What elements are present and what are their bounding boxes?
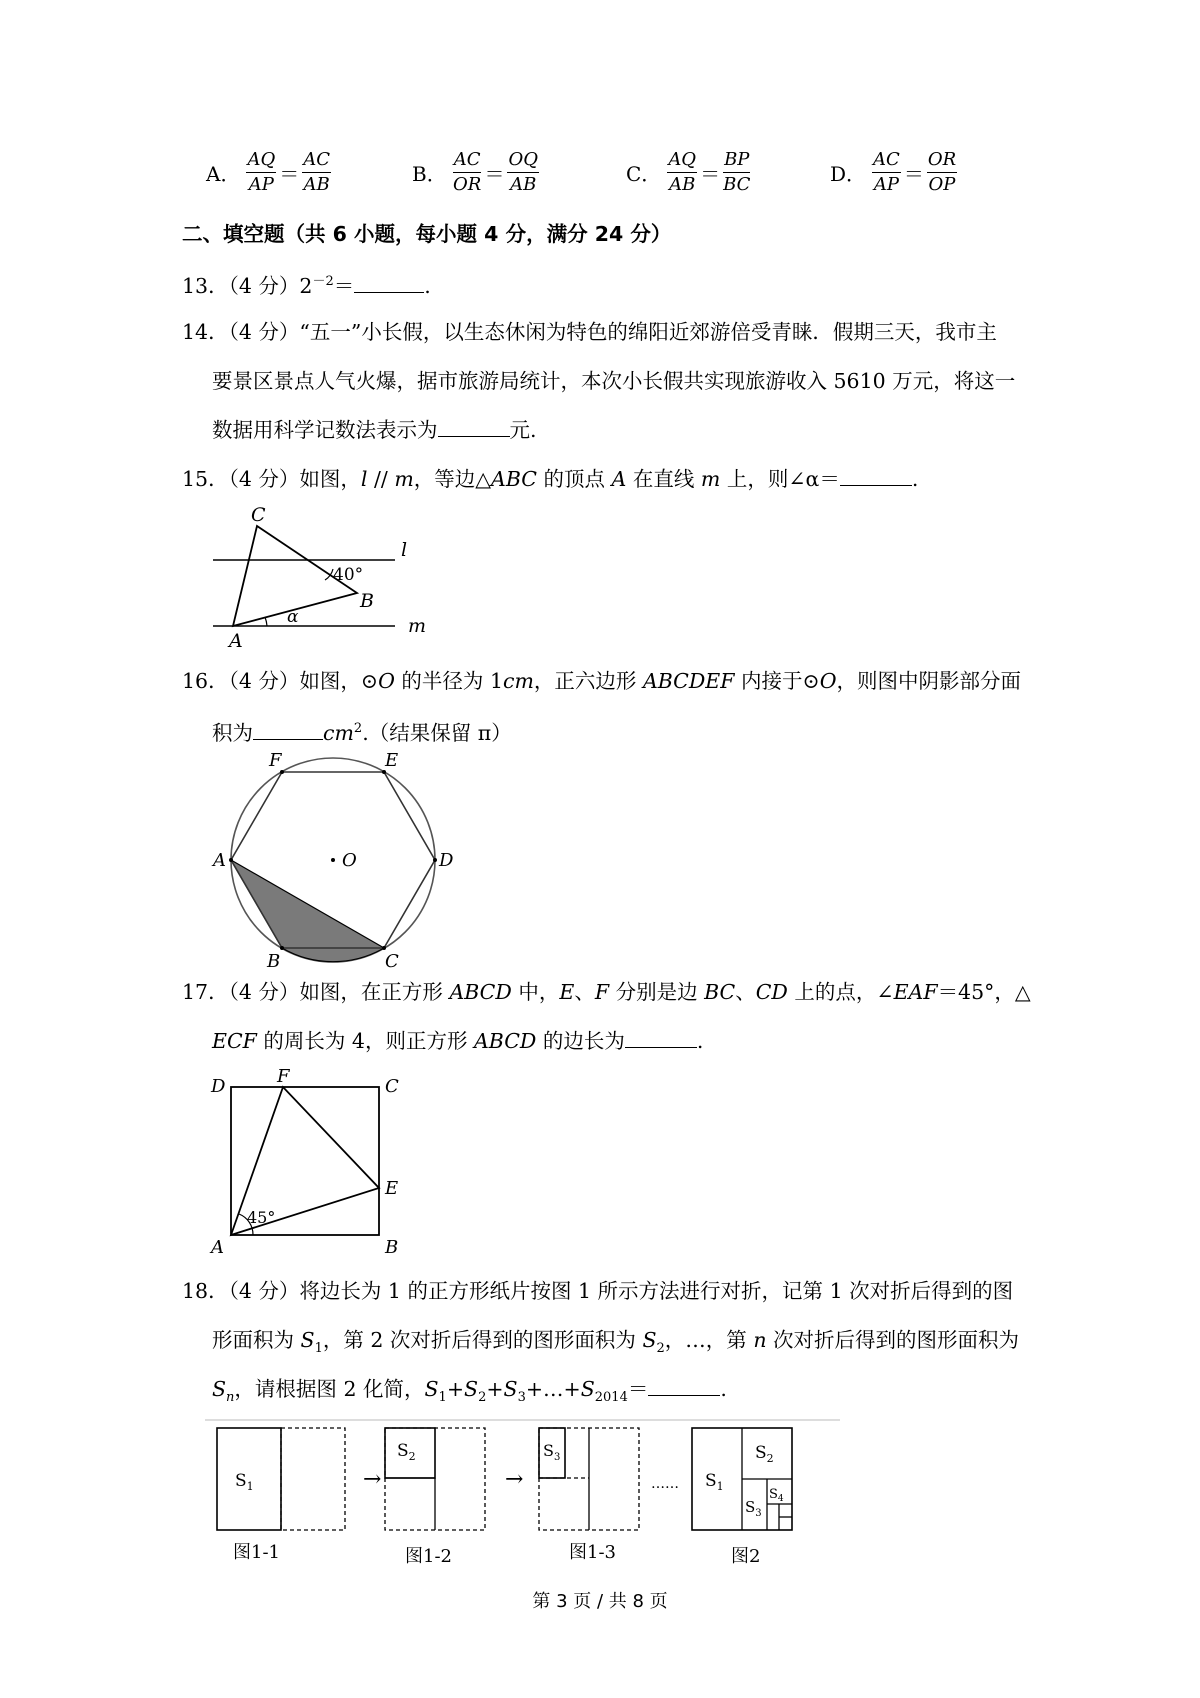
label-b: B — [360, 590, 374, 612]
vertex-b — [280, 946, 284, 950]
label-s2: $S_2$ — [397, 1441, 416, 1463]
fraction: $\frac{AC}{OR}$ — [452, 149, 482, 195]
caption-fig-1-3: 图1-3 — [569, 1542, 616, 1563]
fraction: $\frac{BP}{BC}$ — [723, 149, 751, 195]
label-a: A — [229, 630, 243, 650]
question-16-line-2: 积为 $cm^2$.（结果保留 π） — [212, 720, 512, 745]
label-45-degrees: 45° — [247, 1208, 276, 1227]
option-label: A． — [206, 162, 241, 186]
fraction: $\frac{AQ}{AB}$ — [668, 149, 697, 195]
label-d: D — [439, 850, 454, 871]
figure-16 — [205, 748, 465, 968]
caption-fig-2: 图2 — [731, 1546, 761, 1567]
label-alpha: α — [287, 607, 299, 627]
shaded-region — [231, 860, 384, 962]
fraction: $\frac{OQ}{AB}$ — [508, 149, 538, 195]
vertex-c — [382, 946, 386, 950]
option-a — [206, 148, 333, 197]
question-17-line-2: ECF 的周长为 4，则正方形 ABCD 的边长为 . — [212, 1029, 704, 1053]
question-18-line-3: $S_n$，请根据图 2 化简，$S_1+S_2+S_3+\dots+S_{2014}=$ . — [212, 1377, 727, 1406]
option-c — [626, 148, 752, 197]
label-e: E — [385, 750, 399, 771]
option-b — [412, 148, 541, 197]
question-14-line-1: 14．（4 分）“五一”小长假，以生态休闲为特色的绵阳近郊游倍受青睐．假期三天，我市主 — [182, 320, 997, 344]
option-d — [830, 148, 959, 197]
label-o: O — [342, 850, 357, 871]
label-c: C — [385, 1076, 399, 1097]
center-point — [331, 858, 335, 862]
fraction: $\frac{AQ}{AP}$ — [247, 149, 276, 195]
label-fig2-s4: $S_4$ — [769, 1487, 784, 1504]
equals-sign: ＝ — [903, 162, 924, 186]
label-f: F — [277, 1068, 290, 1087]
label-fig2-s2: $S_2$ — [755, 1443, 774, 1465]
fold-1-solid — [217, 1428, 281, 1530]
label-d: D — [211, 1076, 226, 1097]
label-l: l — [401, 539, 408, 561]
answer-blank[interactable] — [625, 1027, 697, 1048]
vertex-a — [229, 858, 233, 862]
page-footer: 第 3 页 / 共 8 页 — [532, 1591, 668, 1612]
label-b: B — [267, 951, 281, 968]
answer-blank[interactable] — [648, 1375, 720, 1396]
question-15: 15．（4 分）如图，l // m，等边△ABC 的顶点 A 在直线 m 上，则∠α＝ . — [182, 467, 919, 491]
label-a: A — [213, 850, 226, 871]
arrow-2: → — [505, 1467, 524, 1492]
label-a: A — [211, 1237, 224, 1258]
figure-18 — [205, 1418, 845, 1583]
option-label: B． — [412, 162, 447, 186]
label-e: E — [385, 1178, 399, 1199]
equals-sign: ＝ — [700, 162, 721, 186]
caption-fig-1-1: 图1-1 — [233, 1542, 280, 1563]
label-c: C — [385, 951, 399, 968]
label-f: F — [269, 750, 282, 771]
question-14-line-2: 要景区景点人气火爆，据市旅游局统计，本次小长假共实现旅游收入 5610 万元，将这一 — [212, 369, 1016, 393]
equals-sign: ＝ — [484, 162, 505, 186]
label-40-degrees: 40° — [333, 565, 364, 585]
label-b: B — [385, 1237, 399, 1258]
question-18-line-2: 形面积为 $S_1$，第 2 次对折后得到的图形面积为 $S_2$，…，第 n 次对折后得到的图形面积为 — [212, 1328, 1020, 1357]
angle-arc-alpha — [265, 617, 267, 626]
label-s3: $S_3$ — [543, 1441, 561, 1463]
label-fig2-s1: $S_1$ — [705, 1471, 724, 1493]
question-14-line-3: 数据用科学记数法表示为 元. — [212, 418, 537, 442]
arrow-1: → — [363, 1467, 382, 1492]
label-fig2-s3: $S_3$ — [745, 1498, 762, 1519]
question-18-line-1: 18．（4 分）将边长为 1 的正方形纸片按图 1 所示方法进行对折，记第 1 次对折后得到的图 — [182, 1279, 1014, 1303]
figure-17 — [205, 1068, 415, 1258]
option-label: D． — [830, 162, 867, 186]
vertex-d — [433, 858, 437, 862]
caption-fig-1-2: 图1-2 — [405, 1546, 452, 1567]
question-13: 13．（4 分）$2^{-2}=$ . — [182, 273, 431, 298]
fraction: $\frac{AC}{AB}$ — [303, 149, 330, 195]
label-s1: $S_1$ — [235, 1471, 254, 1493]
question-17-line-1: 17．（4 分）如图，在正方形 ABCD 中，E、F 分别是边 BC、CD 上的点，∠EAF＝45°，△ — [182, 980, 1031, 1004]
section-title: 二、填空题（共 6 小题，每小题 4 分，满分 24 分） — [182, 222, 672, 246]
label-m: m — [408, 615, 427, 637]
answer-blank[interactable] — [438, 416, 510, 437]
answer-blank[interactable] — [840, 465, 912, 486]
label-c: C — [251, 504, 266, 526]
figure-15 — [205, 500, 440, 650]
question-16-line-1: 16．（4 分）如图，⊙O 的半径为 1cm，正六边形 ABCDEF 内接于⊙O，则图中阴影部分面 — [182, 669, 1022, 693]
equals-sign: ＝ — [279, 162, 300, 186]
fraction: $\frac{OR}{OP}$ — [927, 149, 957, 195]
answer-blank[interactable] — [253, 719, 323, 740]
answer-blank[interactable] — [354, 272, 424, 293]
fold-1-dashed — [281, 1428, 345, 1530]
ellipsis: …… — [651, 1476, 679, 1492]
fraction: $\frac{AC}{AP}$ — [873, 149, 900, 195]
option-label: C． — [626, 162, 662, 186]
